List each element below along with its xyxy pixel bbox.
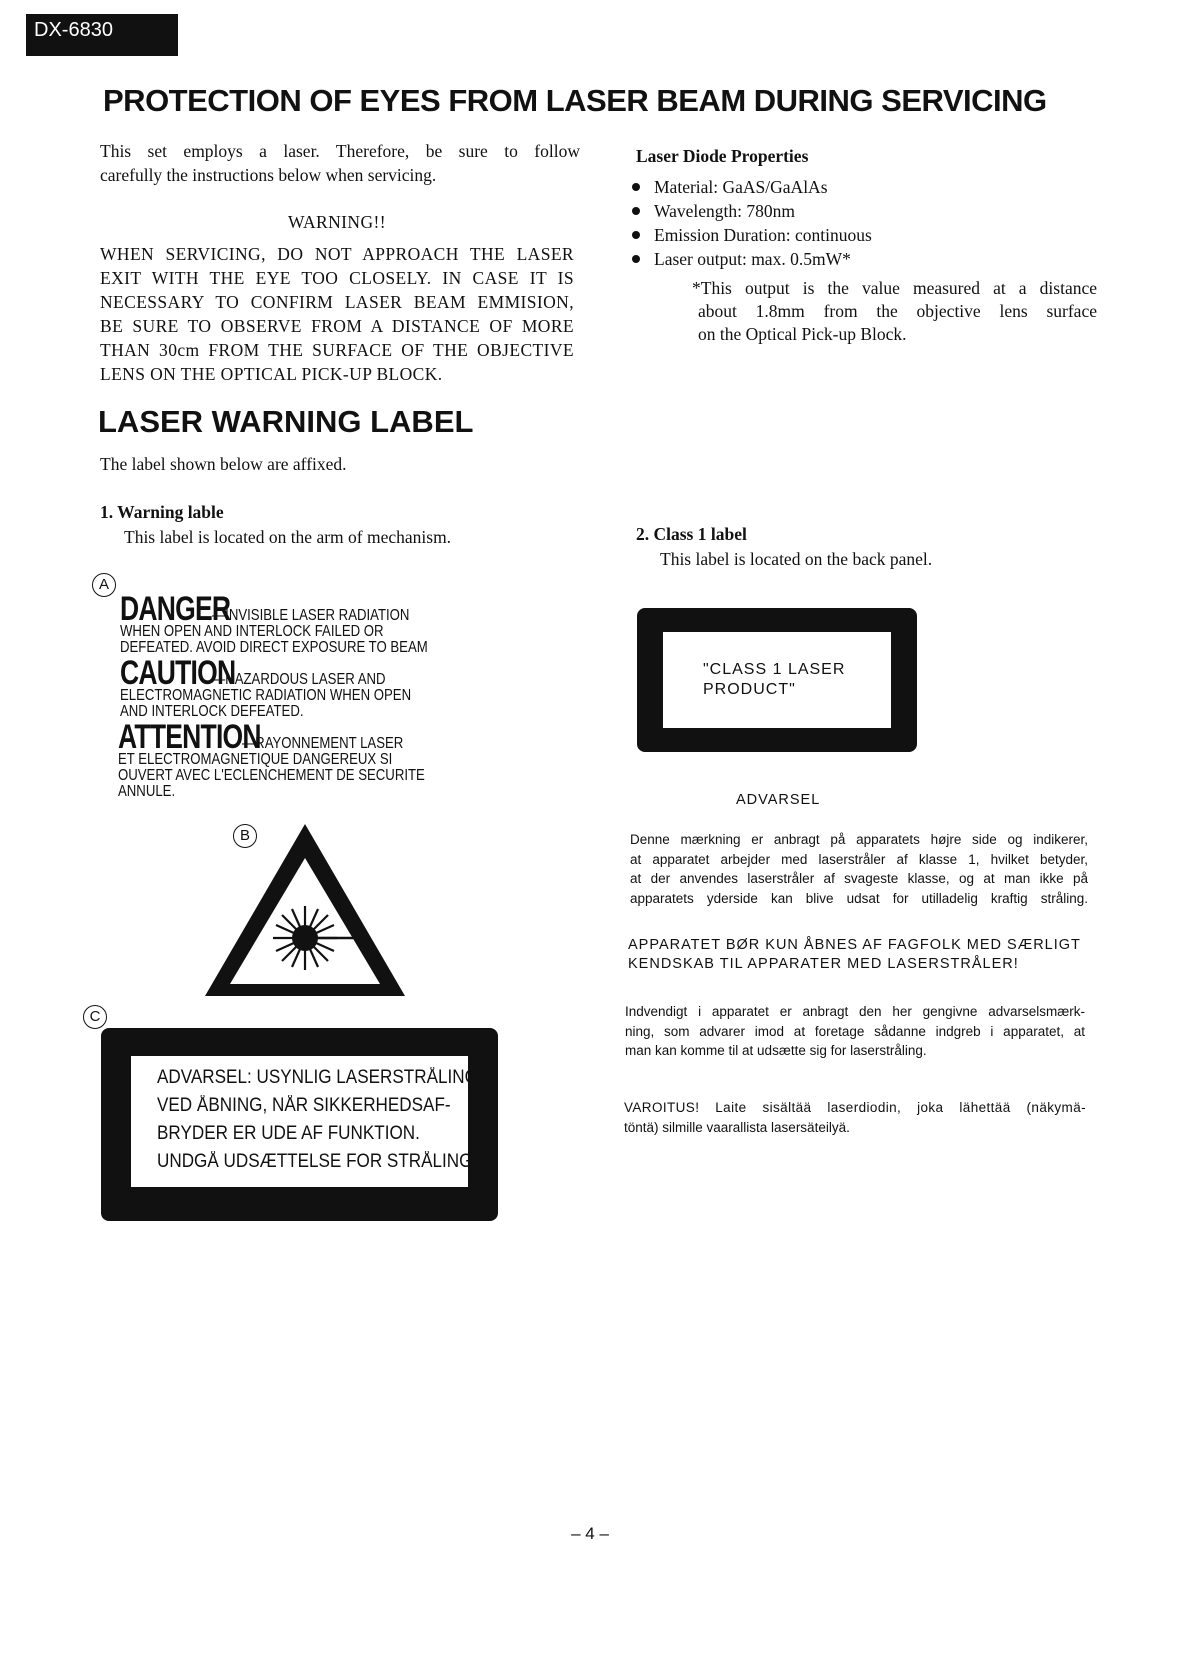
warning-line: THAN 30cm FROM THE SURFACE OF THE OBJECTIVE	[100, 340, 574, 360]
class-label-line-1: "CLASS 1 LASER	[703, 661, 846, 678]
attention-line: —RAYONNEMENT LASER	[242, 735, 404, 752]
attention-word: ATTENTION	[118, 718, 261, 756]
class-label-desc: This label is located on the back panel.	[660, 549, 933, 569]
laser-diode-heading: Laser Diode Properties	[636, 146, 809, 166]
warning-label-desc: This label is located on the arm of mechanism.	[124, 527, 452, 547]
danish-paragraph-3	[625, 1002, 1085, 1061]
class-label-line-2: PRODUCT"	[703, 681, 796, 698]
danish-warning-text	[157, 1064, 514, 1176]
finnish-paragraph	[624, 1098, 1086, 1137]
danger-line: DEFEATED. AVOID DIRECT EXPOSURE TO BEAM	[120, 639, 428, 656]
danger-block	[120, 590, 520, 656]
dk-p3-line: man kan komme til at udsætte sig for laserstråling.	[625, 1043, 927, 1058]
intro-text	[100, 139, 580, 187]
danger-word: DANGER	[120, 590, 231, 628]
laser-footnote	[692, 277, 1097, 346]
laser-hazard-triangle-icon	[200, 820, 410, 1000]
laser-diode-list	[630, 175, 1090, 271]
dk-p1-line: Denne mærkning er anbragt på apparatets højre side og indikerer,	[630, 832, 1088, 847]
marker-b: B	[233, 824, 257, 848]
fi-line: VAROITUS! Laite sisältää laserdiodin, joka lähettää (näkymä-	[624, 1100, 1086, 1115]
warning-line: NECESSARY TO CONFIRM LASER BEAM EMMISION,	[100, 292, 574, 312]
fi-line: töntä) silmille vaarallista lasersäteilyä.	[624, 1119, 850, 1135]
dk-line: ADVARSEL: USYNLIG LASERSTRÅLING	[157, 1067, 478, 1088]
footnote-line: on the Optical Pick-up Block.	[698, 324, 907, 344]
danish-paragraph-1	[630, 830, 1088, 908]
list-item: Material: GaAS/GaAlAs	[630, 175, 1090, 199]
marker-a: A	[92, 573, 116, 597]
danger-line: —INVISIBLE LASER RADIATION	[212, 607, 410, 624]
footnote-line: about 1.8mm from the objective lens surface	[698, 301, 1097, 321]
danish-warning-label-inner	[131, 1056, 478, 1187]
dk-p2-line: APPARATET BØR KUN ÅBNES AF FAGFOLK MED SÆRLIGT	[628, 937, 1081, 953]
intro-line-2: carefully the instructions below when servicing.	[100, 165, 437, 185]
caution-block	[120, 654, 520, 720]
list-item: Wavelength: 780nm	[630, 199, 1090, 223]
warning-line: WHEN SERVICING, DO NOT APPROACH THE LASER	[100, 244, 574, 264]
page-title: PROTECTION OF EYES FROM LASER BEAM DURING SERVICING	[103, 83, 1047, 118]
class-label-heading: 2. Class 1 label	[636, 524, 747, 544]
warning-line: EXIT WITH THE EYE TOO CLOSELY. IN CASE IT IS	[100, 268, 574, 288]
warning-line: LENS ON THE OPTICAL PICK-UP BLOCK.	[100, 364, 443, 384]
section-title-laser-warning-label: LASER WARNING LABEL	[98, 404, 474, 439]
warning-line: BE SURE TO OBSERVE FROM A DISTANCE OF MORE	[100, 316, 574, 336]
dk-line: VED ÅBNING, NÅR SIKKERHEDSAF-	[157, 1095, 451, 1116]
list-item: Laser output: max. 0.5mW*	[630, 247, 1090, 271]
list-item: Emission Duration: continuous	[630, 223, 1090, 247]
caution-line: ELECTROMAGNETIC RADIATION WHEN OPEN	[120, 687, 412, 704]
dk-p1-line: at apparatet arbejder med laserstråler af klasse 1, hvilket betyder,	[630, 851, 1088, 867]
marker-c: C	[83, 1005, 107, 1029]
class-1-label-text	[703, 660, 845, 700]
attention-line: ET ELECTROMAGNETIQUE DANGEREUX SI	[118, 751, 393, 768]
section-subtitle: The label shown below are affixed.	[100, 454, 347, 474]
danish-paragraph-2	[628, 936, 1098, 974]
attention-line: OUVERT AVEC L'ECLENCHEMENT DE SECURITE	[118, 767, 425, 784]
warning-label-heading: 1. Warning lable	[100, 502, 224, 522]
dk-line: UNDGÅ UDSÆTTELSE FOR STRÅLING.	[157, 1151, 478, 1172]
warning-text	[100, 242, 574, 386]
attention-block	[118, 718, 538, 800]
advarsel-heading: ADVARSEL	[736, 792, 821, 808]
model-tag: DX-6830	[26, 14, 178, 56]
dk-p1-line: at der anvendes laserstråler af svageste klasse, og at man ikke på	[630, 871, 1088, 886]
class-1-label-inner	[663, 632, 891, 728]
caution-line: AND INTERLOCK DEFEATED.	[120, 703, 304, 720]
attention-line: ANNULE.	[118, 783, 176, 800]
dk-p1-line: apparatets yderside kan blive udsat for utilladelig kraftig stråling.	[630, 890, 1088, 906]
dk-p3-line: ning, som advarer imod at foretage sådanne indgreb i apparatet, at	[625, 1023, 1085, 1039]
class-1-label	[637, 608, 917, 752]
dk-p3-line: Indvendigt i apparatet er anbragt den her gengivne advarselsmærk-	[625, 1004, 1085, 1019]
dk-line: BRYDER ER UDE AF FUNKTION.	[157, 1123, 420, 1144]
danger-line: WHEN OPEN AND INTERLOCK FAILED OR	[120, 623, 384, 640]
danish-warning-label	[101, 1028, 498, 1221]
intro-line-1: This set employs a laser. Therefore, be sure to follow	[100, 141, 580, 161]
warning-heading: WARNING!!	[288, 212, 386, 232]
caution-word: CAUTION	[120, 654, 236, 692]
caution-line: —HAZARDOUS LASER AND	[212, 671, 386, 688]
dk-p2-line: KENDSKAB TIL APPARATER MED LASERSTRÅLER!	[628, 956, 1019, 972]
footnote-line: *This output is the value measured at a distance	[692, 278, 1097, 298]
page-number: – 4 –	[571, 1524, 609, 1543]
